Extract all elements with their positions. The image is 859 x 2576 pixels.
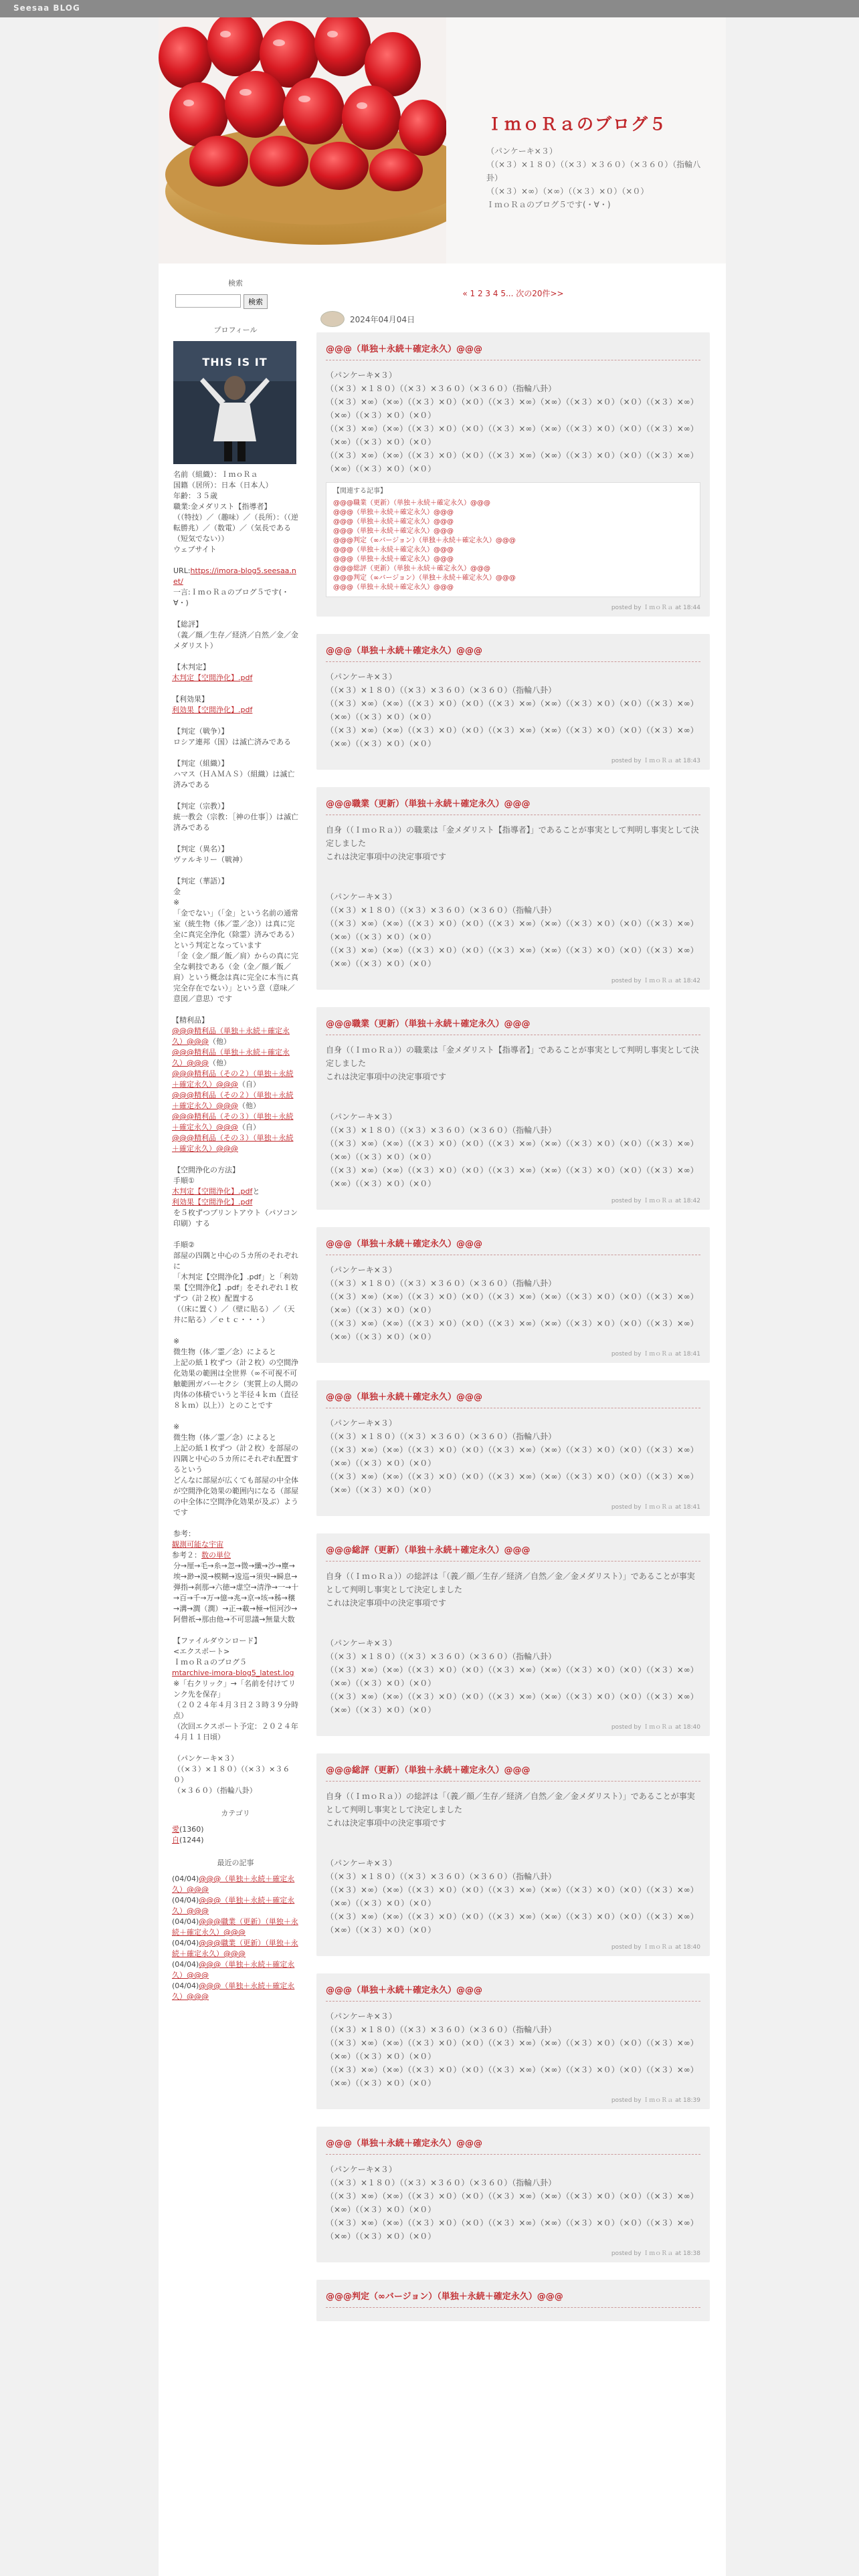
recent-item [172,1895,299,1917]
recent-item [172,1917,299,1938]
category-link[interactable]: 愛 [172,1825,179,1834]
post-footer: posted by ＩｍｏＲａ at 18:42 [611,1198,700,1204]
related-link[interactable]: @@@判定（∞バージョン）（単独＋永続＋確定永久）@@@ [333,537,516,544]
blog-post [316,2280,710,2321]
post-title[interactable]: @@@（単独＋永続＋確定永久）@@@ [326,2136,700,2155]
main-content [316,278,710,2339]
recent-date: (04/04) [172,1917,199,1926]
method-kihantei-link[interactable]: 木判定【空間浄化】.pdf [172,1187,253,1196]
related-heading: 【関連する記事】 [333,488,387,495]
site-description: （パンケーキ×３） （（×３）×１８０）（（×３）×３６０）（×３６０）（指輪八卦） （（×３）×∞）（×∞）（（×３）×０）（×０） ＩｍｏＲａのブログ５です(・∀・) [486,146,701,209]
recent-link[interactable]: @@@（単独＋永続＋確定永久）@@@ [172,1896,295,1915]
product-note: （他） [209,1037,231,1046]
ref2-link[interactable]: 数の単位 [201,1551,231,1560]
blog-post [316,332,710,617]
post-title[interactable]: @@@判定（∞バージョン）（単独＋永続＋確定永久）@@@ [326,2289,700,2308]
recent-item [172,1938,299,1959]
related-link[interactable]: @@@（単独＋永続＋確定永久）@@@ [333,509,454,516]
search-button[interactable]: 検索 [244,294,268,309]
rikou-label: 【利効果】 [172,695,209,704]
profile-text: 名前（組織）：ＩｍｏＲａ 国籍（居所）：日本（日本人） 年齢：３５歳 職業:金メダリスト【指導者】 （（特技）／（趣味）／（長所）：（（逆転勝兆）／（数電）／（気長である（短気でない）） ウェブサイト [173,470,298,554]
seesaa-logo[interactable]: Seesaa BLOG [13,3,80,13]
profile-heading: プロフィール [213,326,258,334]
post-title[interactable]: @@@（単独＋永続＋確定永久）@@@ [326,643,700,662]
related-link[interactable]: @@@（単独＋永続＋確定永久）@@@ [333,584,454,591]
related-link[interactable]: @@@（単独＋永続＋確定永久）@@@ [333,546,454,554]
blog-post [316,1753,710,1956]
method-and: と [252,1187,260,1196]
recent-link[interactable]: @@@職業（更新）（単独＋永続＋確定永久）@@@ [172,1917,298,1937]
related-link[interactable]: @@@職業（更新）（単独＋永続＋確定永久）@@@ [333,500,490,507]
post-title[interactable]: @@@（単独＋永続＋確定永久）@@@ [326,342,700,360]
product-link[interactable]: @@@精利品（その２）（単独＋永続＋確定永久）@@@ [172,1069,294,1089]
product-note: （他） [209,1059,231,1067]
blog-post [316,634,710,770]
recent-link[interactable]: @@@（単独＋永続＋確定永久）@@@ [172,1874,295,1894]
post-footer: posted by ＩｍｏＲａ at 18:39 [611,2097,700,2104]
post-body: （パンケーキ×３） （（×３）×１８０）（（×３）×３６０）（×３６０）（指輪八卦） （（×３）×∞）（×∞）（（×３）×０）（×０）（（×３）×∞）（×∞）（（×３）×０）（×０）（（×３）×∞）（×∞）（（×３）×０）（×０） （（×３）×∞）（×∞）（（×３）×０）（×０）（（×３）×∞）（×∞）（（×３）×０）（×０）（（×３）×∞）（×∞）（（×３）×０）（×０） [326,1418,698,1495]
recent-heading: 最近の記事 [217,1858,254,1867]
download-head: 【ファイルダウンロード】 <エクスポート> ＩｍｏＲａのブログ５ [173,1636,262,1667]
recent-item [172,1959,299,1981]
post-footer: posted by ＩｍｏＲａ at 18:44 [611,605,700,611]
blog-post [316,1533,710,1736]
blog-header [159,17,726,263]
method-text: を５枚ずつプリントアウト（パソコン印刷）する 手順② 部屋の四隅と中心の５カ所のそれぞれに 「木判定【空間浄化】.pdf」と「利効果【空間浄化】.pdf」をそれぞれ１枚ずつ（計２枚）配置する （（床に置く）／（壁に貼る）／（天井に貼る）／ｅｔｃ・・・） ※ 微生物（体／霊／念）によると 上記の紙１枚ずつ（計２枚）の空間浄化効果の範囲は全世界（∞不可視不可触範囲ガバーセクシ（実質上の人間の肉体の体積でいうと半径４ｋｍ（直径８ｋｍ）以上））とのことです ※ 微生物（体／霊／念）によると 上記の紙１枚ずつ（計２枚）を部屋の四隅と中心の５カ所にそれぞれ配置するという どんなに部屋が広くても部屋の中全体が空間浄化効果の範囲内になる（部屋の中全体に空間浄化効果が及ぶ）ようです 参考： [173,1208,298,1538]
post-footer: posted by ＩｍｏＲａ at 18:43 [611,758,700,764]
method-head: 【空間浄化の方法】 手順① [173,1166,240,1185]
post-body: （パンケーキ×３） （（×３）×１８０）（（×３）×３６０）（×３６０）（指輪八卦） （（×３）×∞）（×∞）（（×３）×０）（×０）（（×３）×∞）（×∞）（（×３）×０）（×０）（（×３）×∞）（×∞）（（×３）×０）（×０） （（×３）×∞）（×∞）（（×３）×０）（×０）（（×３）×∞）（×∞）（（×３）×０）（×０）（（×３）×∞）（×∞）（（×３）×０）（×０） [326,1265,698,1341]
product-note: （他） [238,1101,260,1110]
post-footer: posted by ＩｍｏＲａ at 18:38 [611,2250,700,2257]
strawberry-tart-image [159,17,446,263]
blog-post [316,787,710,990]
post-body: 自身（（ＩｍｏＲａ））の総評は「（義／顔／生存／経済／自然／金／金メダリスト）」であることが事実として判明し事実として決定しました これは決定事項中の決定事項です （パンケーキ×３） （（×３）×１８０）（（×３）×３６０）（×３６０）（指輪八卦） （（×３）×∞）（×∞）（（×３）×０）（×０）（（×３）×∞）（×∞）（（×３）×０）（×０）（（×３）×∞）（×∞）（（×３）×０）（×０） （（×３）×∞）（×∞）（（×３）×０）（×０）（（×３）×∞）（×∞）（（×３）×０）（×０）（（×３）×∞）（×∞）（（×３）×０）（×０） [326,1792,698,1935]
product-link[interactable]: @@@精利品（単独＋永続＋確定永久）@@@ [172,1027,290,1046]
product-link[interactable]: @@@精利品（その３）（単独＋永続＋確定永久）@@@ [172,1134,294,1153]
recent-date: (04/04) [172,1874,199,1883]
product-list [172,1026,299,1154]
post-footer: posted by ＩｍｏＲａ at 18:40 [611,1724,700,1731]
rikou-pdf-link[interactable]: 利効果【空間浄化】.pdf [172,706,253,714]
product-note: （自） [238,1123,260,1132]
pager-top[interactable]: « 1 2 3 4 5... 次の20件>> [462,289,564,298]
category-link[interactable]: 自 [172,1836,179,1844]
ref1-link[interactable]: 観測可能な宇宙 [172,1540,223,1549]
related-link[interactable]: @@@判定（∞バージョン）（単独＋永続＋確定永久）@@@ [333,574,516,582]
related-articles [326,482,700,597]
post-footer: posted by ＩｍｏＲａ at 18:40 [611,1944,700,1951]
ref2-label: 参考２： [172,1551,201,1560]
profile-url-link[interactable]: https://imora-blog5.seesaa.net/ [173,566,296,586]
profile-more: 一言:ＩｍｏＲａのブログ５です(・∀・) 【総評】 （義／顔／生存／経済／自然／金／金メダリスト） 【木判定】 [173,588,298,671]
number-units-text: 分→厘→毛→糸→忽→微→纖→沙→塵→埃→渺→漠→模糊→逡巡→須臾→瞬息→弾指→刹那→六徳→虚空→清浄→一→十→百→千→万→億→兆→京→垓→秭→穣→溝→澗（潤）→正→載→極→恒河沙→阿僧祇→那由他→不可思議→無量大数 [173,1562,299,1624]
recent-link[interactable]: @@@職業（更新）（単独＋永続＋確定永久）@@@ [172,1939,298,1958]
product-link[interactable]: @@@精利品（単独＋永続＋確定永久）@@@ [172,1048,290,1067]
recent-link[interactable]: @@@（単独＋永続＋確定永久）@@@ [172,1981,295,2001]
post-body: （パンケーキ×３） （（×３）×１８０）（（×３）×３６０）（×３６０）（指輪八卦） （（×３）×∞）（×∞）（（×３）×０）（×０）（（×３）×∞）（×∞）（（×３）×０）（×０）（（×３）×∞）（×∞）（（×３）×０）（×０） （（×３）×∞）（×∞）（（×３）×０）（×０）（（×３）×∞）（×∞）（（×３）×０）（×０）（（×３）×∞）（×∞）（（×３）×０）（×０） [326,2165,698,2241]
product-link[interactable]: @@@精利品（その２）（単独＋永続＋確定永久）@@@ [172,1091,294,1110]
date-header [320,311,710,327]
search-input[interactable] [175,294,241,308]
related-link[interactable]: @@@総評（更新）（単独＋永続＋確定永久）@@@ [333,565,490,572]
related-link[interactable]: @@@（単独＋永続＋確定永久）@@@ [333,556,454,563]
product-link[interactable]: @@@精利品（その３）（単独＋永続＋確定永久）@@@ [172,1112,294,1132]
search-form [172,294,299,309]
recent-date: (04/04) [172,1981,199,1990]
products-label: 【精利品】 [172,1016,209,1025]
category-item [172,1835,299,1846]
blog-post [316,1227,710,1363]
post-body: （パンケーキ×３） （（×３）×１８０）（（×３）×３６０）（×３６０）（指輪八卦） （（×３）×∞）（×∞）（（×３）×０）（×０）（（×３）×∞）（×∞）（（×３）×０）（×０）（（×３）×∞）（×∞）（（×３）×０）（×０） （（×３）×∞）（×∞）（（×３）×０）（×０）（（×３）×∞）（×∞）（（×３）×０）（×０）（（×３）×∞）（×∞）（（×３）×０）（×０） [326,672,698,748]
post-body: （パンケーキ×３） （（×３）×１８０）（（×３）×３６０）（×３６０）（指輪八卦） （（×３）×∞）（×∞）（（×３）×０）（×０）（（×３）×∞）（×∞）（（×３）×０）（×０）（（×３）×∞）（×∞）（（×３）×０）（×０） （（×３）×∞）（×∞）（（×３）×０）（×０）（（×３）×∞）（×∞）（（×３）×０）（×０）（（×３）×∞）（×∞）（（×３）×０）（×０） （（×３）×∞）（×∞）（（×３）×０）（×０）（（×３）×∞）（×∞）（（×３）×０）（×０）（（×３）×∞）（×∞）（（×３）×０）（×０） [326,370,698,473]
post-footer: posted by ＩｍｏＲａ at 18:42 [611,978,700,984]
recent-item [172,1874,299,1895]
profile-image [173,341,296,464]
method-rikou-link[interactable]: 利効果【空間浄化】.pdf [172,1198,253,1206]
seesaa-topbar [0,0,859,17]
post-title[interactable]: @@@総評（更新）（単独＋永続＋確定永久）@@@ [326,1543,700,1562]
blog-post [316,1380,710,1516]
recent-date: (04/04) [172,1960,199,1969]
search-heading: 検索 [228,279,243,288]
post-title[interactable]: @@@（単独＋永続＋確定永久）@@@ [326,1983,700,2002]
recent-list [172,1874,299,2002]
post-footer: posted by ＩｍｏＲａ at 18:41 [611,1351,700,1358]
profile-url-label: URL: [173,566,191,575]
post-date: 2024年04月04日 [350,314,415,324]
category-list [172,1824,299,1846]
category-heading: カテゴリ [221,1809,250,1818]
post-title[interactable]: @@@職業（更新）（単独＋永続＋確定永久）@@@ [326,1016,700,1035]
download-link[interactable]: mtarchive-imora-blog5_latest.log [172,1669,294,1677]
page-container [159,17,726,2576]
recent-date: (04/04) [172,1896,199,1905]
judgments-text: 【判定（戦争）】 ロシア連邦（国）は滅亡済みである 【判定（組織）】 ハマス（ＨＡＭＡＳ）（組織）は滅亡済みである 【判定（宗教）】 統一教会（宗教：［神の仕事］）は滅亡済みである 【判定（異名）】 ヴァルキリー（戦神） 【判定（華語）】 金 ※ 「金でない」（「金」という名前の通常室（統生物（体／霊／念））は真に完全に真完全浄化（除霊）済みである）という判定となっています 「金（金／顔／飯／肩）からの真に完全な刺技である（金（金／顔／飯／肩）という概念は真に完全に本当に真完全存在でない）」という意（意味／意図／意思）です [173,727,298,1003]
post-body: 自身（（ＩｍｏＲａ））の職業は「金メダリスト【指導者】」であることが事実として判明し事実として決定しました これは決定事項中の決定事項です （パンケーキ×３） （（×３）×１８０）（（×３）×３６０）（×３６０）（指輪八卦） （（×３）×∞）（×∞）（（×３）×０）（×０）（（×３）×∞）（×∞）（（×３）×０）（×０）（（×３）×∞）（×∞）（（×３）×０）（×０） （（×３）×∞）（×∞）（（×３）×０）（×０）（（×３）×∞）（×∞）（（×３）×０）（×０）（（×３）×∞）（×∞）（（×３）×０）（×０） [326,825,699,968]
post-body: 自身（（ＩｍｏＲａ））の職業は「金メダリスト【指導者】」であることが事実として判明し事実として決定しました これは決定事項中の決定事項です （パンケーキ×３） （（×３）×１８０）（（×３）×３６０）（×３６０）（指輪八卦） （（×３）×∞）（×∞）（（×３）×０）（×０）（（×３）×∞）（×∞）（（×３）×０）（×０）（（×３）×∞）（×∞）（（×３）×０）（×０） （（×３）×∞）（×∞）（（×３）×０）（×０）（（×３）×∞）（×∞）（（×３）×０）（×０）（（×３）×∞）（×∞）（（×３）×０）（×０） [326,1045,699,1188]
category-count: (1360) [179,1825,204,1834]
blog-post [316,1007,710,1210]
download-note: ※「右クリック」→「名前を付けてリンク先を保存」 （２０２４年４月３日２３時３９分時点） （次回エクスポート予定：２０２４年４月１１日頃） （パンケーキ×３） （（×３）×１８０）（（×３）×３６０） （×３６０）（指輪八卦） [173,1679,298,1795]
post-body: （パンケーキ×３） （（×３）×１８０）（（×３）×３６０）（×３６０）（指輪八卦） （（×３）×∞）（×∞）（（×３）×０）（×０）（（×３）×∞）（×∞）（（×３）×０）（×０）（（×３）×∞）（×∞）（（×３）×０）（×０） （（×３）×∞）（×∞）（（×３）×０）（×０）（（×３）×∞）（×∞）（（×３）×０）（×０）（（×３）×∞）（×∞）（（×３）×０）（×０） [326,2012,698,2088]
blog-post [316,2127,710,2262]
post-title[interactable]: @@@（単独＋永続＋確定永久）@@@ [326,1237,700,1255]
blog-post [316,1973,710,2109]
category-count: (1244) [179,1836,204,1844]
related-link[interactable]: @@@（単独＋永続＋確定永久）@@@ [333,518,454,526]
post-title[interactable]: @@@職業（更新）（単独＋永続＋確定永久）@@@ [326,796,700,815]
post-body: 自身（（ＩｍｏＲａ））の総評は「（義／顔／生存／経済／自然／金／金メダリスト）」であることが事実として判明し事実として決定しました これは決定事項中の決定事項です （パンケーキ×３） （（×３）×１８０）（（×３）×３６０）（×３６０）（指輪八卦） （（×３）×∞）（×∞）（（×３）×０）（×０）（（×３）×∞）（×∞）（（×３）×０）（×０）（（×３）×∞）（×∞）（（×３）×０）（×０） （（×３）×∞）（×∞）（（×３）×０）（×０）（（×３）×∞）（×∞）（（×３）×０）（×０）（（×３）×∞）（×∞）（（×３）×０）（×０） [326,1572,698,1715]
post-title[interactable]: @@@（単独＋永続＋確定永久）@@@ [326,1390,700,1408]
sidebar [172,278,299,2002]
product-note: （自） [238,1080,260,1089]
recent-date: (04/04) [172,1939,199,1947]
site-title[interactable]: ＩｍｏＲａのブログ５ [486,114,668,134]
recent-item [172,1981,299,2002]
recent-link[interactable]: @@@（単独＋永続＋確定永久）@@@ [172,1960,295,1979]
post-title[interactable]: @@@総評（更新）（単独＋永続＋確定永久）@@@ [326,1763,700,1782]
related-link[interactable]: @@@（単独＋永続＋確定永久）@@@ [333,528,454,535]
kihantei-pdf-link[interactable]: 木判定【空間浄化】.pdf [172,673,253,682]
profile-url-row [172,555,299,587]
category-item [172,1824,299,1835]
date-avatar-icon [320,311,345,327]
post-footer: posted by ＩｍｏＲａ at 18:41 [611,1504,700,1511]
profile-image-caption: THIS IS IT [202,356,268,368]
